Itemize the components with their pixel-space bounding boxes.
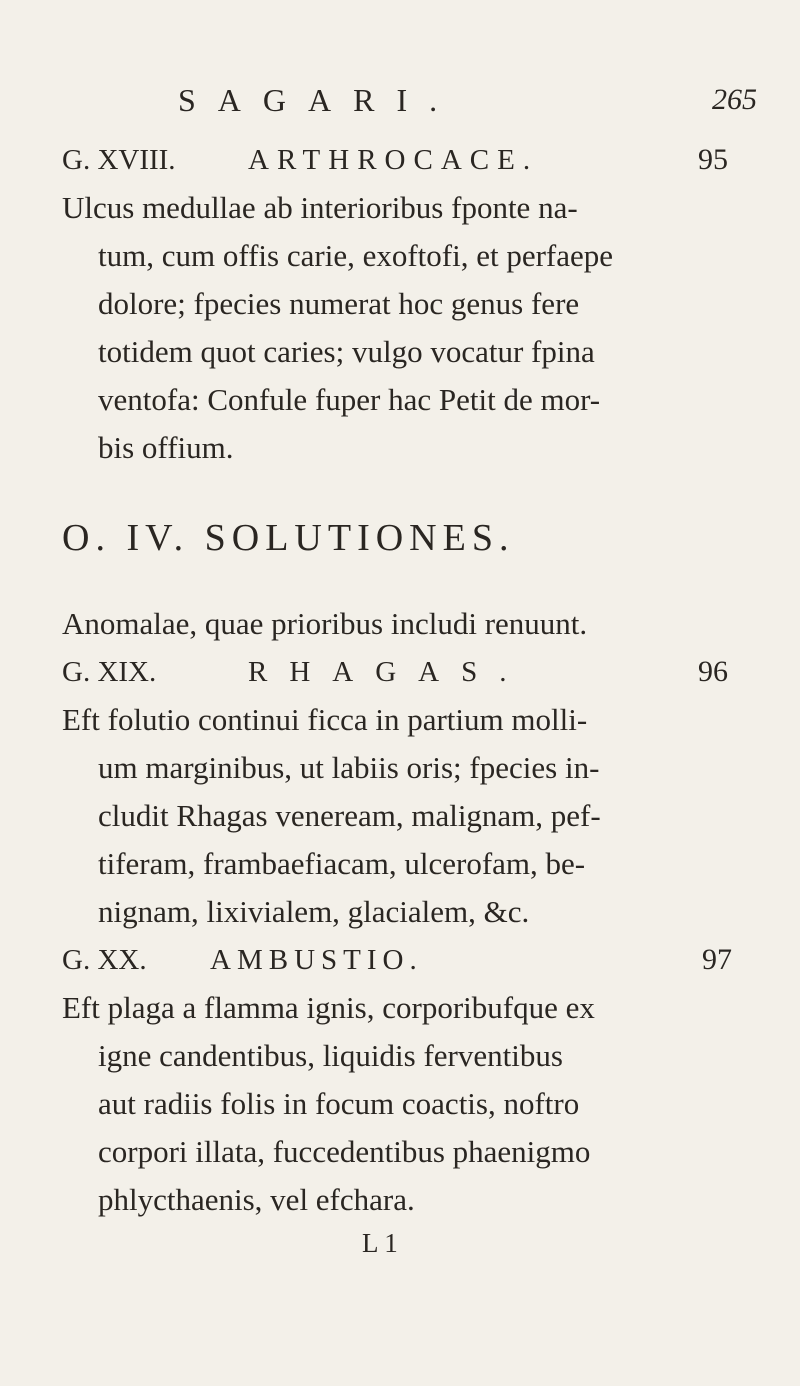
- text-line: corpori illata, fuccedentibus phaenigmo: [98, 1134, 591, 1169]
- genus-number: 96: [698, 655, 728, 688]
- running-head-title: SAGARI.: [178, 82, 460, 118]
- genus-number: 95: [698, 143, 728, 176]
- text-line: totidem quot caries; vulgo vocatur fpina: [98, 334, 595, 369]
- genus-label: G. XVIII.: [62, 144, 176, 176]
- genus-number: 97: [702, 943, 732, 976]
- genus-name: RHAGAS.: [248, 656, 529, 688]
- text-line: igne candentibus, liquidis ferventibus: [98, 1038, 563, 1073]
- order-heading: O. IV. SOLUTIONES.: [62, 517, 515, 559]
- text-line: bis offium.: [98, 430, 234, 465]
- order-description: Anomalae, quae prioribus includi renuunt.: [62, 606, 588, 641]
- text-line: nignam, lixivialem, glacialem, &c.: [98, 894, 530, 929]
- text-line: aut radiis folis in focum coactis, noftro: [98, 1086, 580, 1121]
- text-line: um marginibus, ut labiis oris; fpecies in-: [98, 750, 600, 785]
- text-line: Eft folutio continui ficca in partium molli-: [62, 702, 588, 737]
- genus-label: G. XX.: [62, 944, 147, 976]
- genus-label: G. XIX.: [62, 656, 157, 688]
- text-line: tum, cum offis carie, exoftofi, et perfaepe: [98, 238, 614, 273]
- text-line: ventofa: Confule fuper hac Petit de mor-: [98, 382, 601, 417]
- page-number: 265: [712, 83, 757, 116]
- genus-name: ARTHROCACE.: [248, 144, 539, 176]
- genus-name: AMBUSTIO.: [210, 944, 423, 976]
- text-line: dolore; fpecies numerat hoc genus fere: [98, 286, 580, 321]
- text-line: phlycthaenis, vel efchara.: [98, 1182, 415, 1217]
- text-line: Ulcus medullae ab interioribus fponte na-: [62, 190, 578, 225]
- text-line: cludit Rhagas veneream, malignam, pef-: [98, 798, 601, 833]
- text-line: Eft plaga a flamma ignis, corporibufque ex: [62, 990, 595, 1025]
- text-line: tiferam, frambaefiacam, ulcerofam, be-: [98, 846, 586, 881]
- signature-mark: L 1: [362, 1228, 398, 1258]
